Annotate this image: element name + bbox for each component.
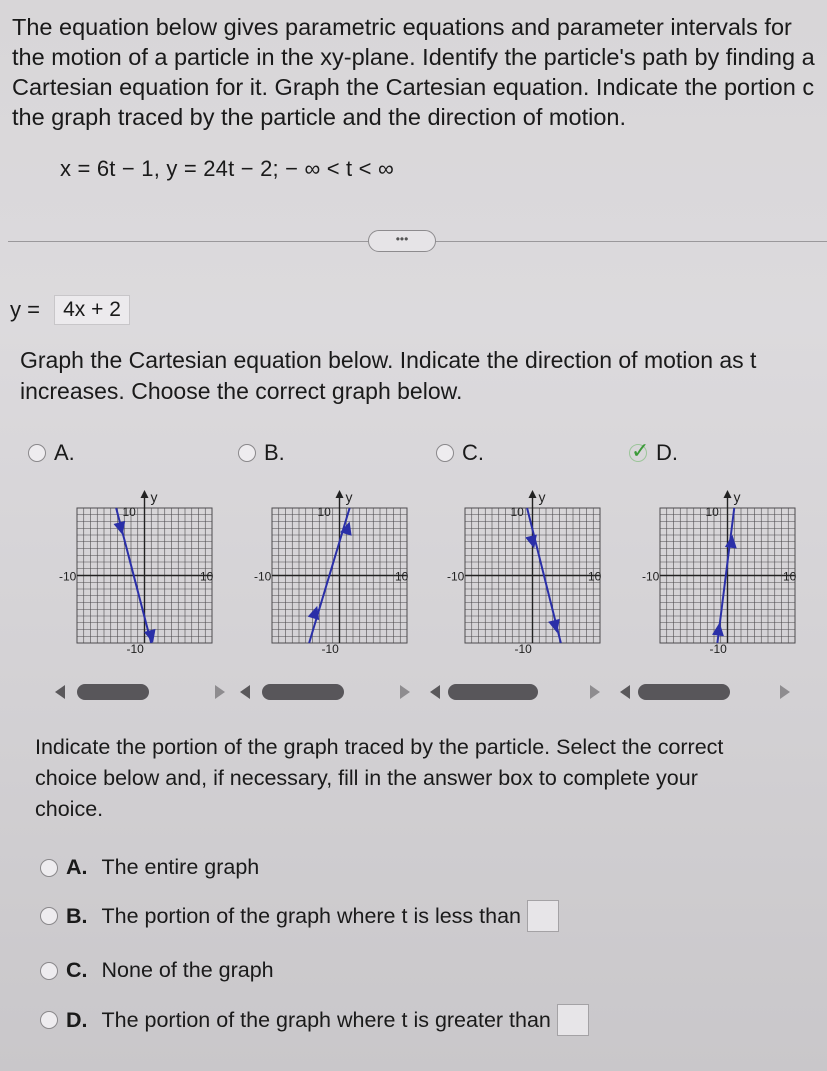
tick-label: -10 [59,569,77,584]
scroll-left-icon[interactable] [620,685,630,699]
scroll-right-icon[interactable] [590,685,600,699]
tick-label: -10 [709,642,727,656]
scroll-right-icon[interactable] [400,685,410,699]
choice-a[interactable] [40,855,259,880]
cartesian-answer [10,295,130,325]
scroll-right-icon[interactable] [780,685,790,699]
tick-label: 10 [395,569,409,584]
tick-label: 10 [783,569,797,584]
problem-line: The equation below gives parametric equations and parameter intervals for [12,14,792,40]
y-axis-arrow [336,490,344,498]
tick-label: 10 [122,505,136,519]
tick-label: 10 [510,505,524,519]
more-button[interactable]: ••• [368,230,436,252]
tick-label: -10 [514,642,532,656]
y-axis-label: y [345,489,353,505]
y-axis-arrow [529,490,537,498]
radio-d-checked[interactable] [628,438,650,464]
choice-letter: C. [66,958,88,982]
y-axis-label: y [733,489,741,505]
choice-c[interactable] [40,958,274,983]
parametric-equation: x = 6t − 1, y = 24t − 2; − ∞ < t < ∞ [60,156,394,181]
radio-choice-a[interactable] [40,859,58,877]
portion-instruction-line: choice. [35,797,104,821]
option-letter: A. [54,440,75,465]
graph-option-a[interactable] [28,440,75,466]
radio-b[interactable] [238,444,256,462]
graph-a[interactable] [55,478,235,658]
y-axis-arrow [724,490,732,498]
portion-instruction [35,732,723,825]
t-less-than-input[interactable] [527,900,559,932]
choice-letter: B. [66,903,88,928]
graph-instruction-line: increases. Choose the correct graph below. [20,378,463,404]
tick-label: -10 [642,569,660,584]
choice-text: The entire graph [101,855,260,879]
scroll-thumb[interactable] [77,684,149,700]
graph-option-d[interactable] [628,440,678,466]
graph-option-b[interactable] [238,440,285,466]
problem-line: the motion of a particle in the xy-plane. Identify the particle's path by finding a [12,44,815,70]
portion-instruction-line: Indicate the portion of the graph traced by the particle. Select the correct [35,735,724,759]
choice-b[interactable] [40,900,559,932]
graph-instruction [20,345,756,407]
radio-a[interactable] [28,444,46,462]
radio-c[interactable] [436,444,454,462]
scroll-left-icon[interactable] [430,685,440,699]
choice-text: The portion of the graph where t is less than [101,903,521,928]
answer-label: y = [10,297,40,322]
choice-letter: D. [66,1007,88,1032]
answer-field[interactable]: 4x + 2 [54,295,130,325]
problem-line: Cartesian equation for it. Graph the Cartesian equation. Indicate the portion c [12,74,815,100]
graph-c[interactable] [443,478,623,658]
graph-instruction-line: Graph the Cartesian equation below. Indicate the direction of motion as t [20,347,757,373]
graph-scroller-a[interactable] [55,682,225,702]
choice-d[interactable] [40,1004,589,1036]
tick-label: 10 [588,569,602,584]
check-icon: ✓ [631,438,650,463]
tick-label: -10 [126,642,144,656]
tick-label: -10 [447,569,465,584]
graph-b[interactable] [250,478,430,658]
scroll-thumb[interactable] [448,684,538,700]
problem-line: the graph traced by the particle and the direction of motion. [12,104,626,130]
scroll-thumb[interactable] [638,684,730,700]
problem-statement [12,12,827,132]
option-letter: B. [264,440,285,465]
choice-text: None of the graph [101,958,274,982]
radio-choice-c[interactable] [40,962,58,980]
graph-scroller-d[interactable] [620,682,800,702]
tick-label: 10 [317,505,331,519]
graph-scroller-b[interactable] [240,682,410,702]
tick-label: -10 [254,569,272,584]
choice-letter: A. [66,855,88,879]
tick-label: -10 [321,642,339,656]
direction-arrow [308,606,319,620]
y-axis-label: y [538,489,546,505]
scroll-left-icon[interactable] [240,685,250,699]
portion-instruction-line: choice below and, if necessary, fill in the answer box to complete your [35,766,698,790]
y-axis-arrow [141,490,149,498]
t-greater-than-input[interactable] [557,1004,589,1036]
scroll-left-icon[interactable] [55,685,65,699]
tick-label: 10 [200,569,214,584]
option-letter: C. [462,440,484,465]
graph-option-c[interactable] [436,440,484,466]
scroll-right-icon[interactable] [215,685,225,699]
scroll-thumb[interactable] [262,684,344,700]
radio-choice-b[interactable] [40,907,58,925]
y-axis-label: y [150,489,158,505]
tick-label: 10 [705,505,719,519]
graph-d[interactable] [638,478,818,658]
option-letter: D. [656,440,678,465]
choice-text: The portion of the graph where t is greater than [101,1007,551,1032]
radio-choice-d[interactable] [40,1011,58,1029]
graph-scroller-c[interactable] [430,682,605,702]
